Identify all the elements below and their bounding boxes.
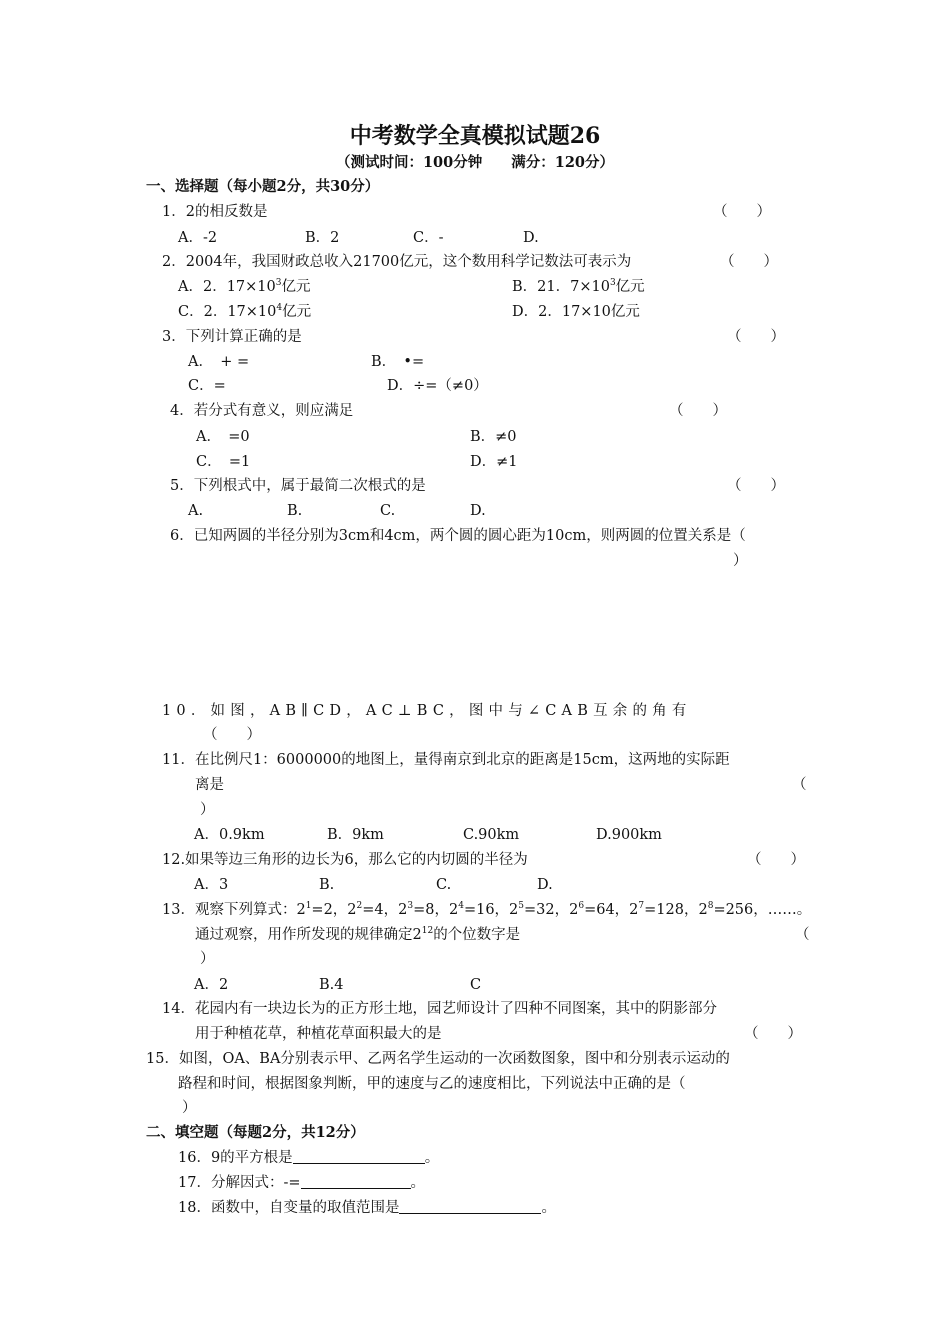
q5-option-d: D. [470,503,486,519]
q13-option-b: B.4 [319,977,344,993]
question-11-stem-cont: 离是 [195,777,224,793]
question-11-stem: 11．在比例尺1：6000000的地图上，量得南京到北京的距离是15cm，这两地的实际距 [162,752,730,768]
question-14-stem-cont: 用于种植花草，种植花草面积最大的是 [195,1026,442,1042]
section-heading-choice: 一、选择题（每小题2分，共30分） [146,178,380,195]
answer-blank [293,1149,425,1164]
answer-paren: （ ） [669,403,727,419]
question-17: 17．分解因式：-= 。 [178,1175,425,1191]
question-6-stem: 6．已知两圆的半径分别为3cm和4cm，两个圆的圆心距为10cm，则两圆的位置关系是（ [170,528,746,544]
answer-paren: （ ） [747,852,805,868]
question-5-stem: 5．下列根式中，属于最简二次根式的是 [170,478,426,494]
q3-option-b: B． •= [371,354,425,370]
page-subtitle: （测试时间：100分钟 满分：120分） [335,154,615,171]
q2-option-c: C．2．$17\times 10^4$亿元 [178,303,312,320]
q12-option-c: C. [436,877,452,893]
q2-option-d: D．2．17×10亿元 [512,304,640,320]
q12-option-a: A．3 [194,877,229,893]
q4-option-b: B．≠0 [470,429,517,445]
answer-paren: （ ） [720,254,778,270]
answer-paren: （ ） [727,478,785,494]
q12-option-d: D. [537,877,553,893]
q4-option-d: D．≠1 [470,454,518,470]
answer-paren: （ ） [713,204,771,220]
answer-blank [301,1174,411,1189]
answer-paren-close: ） [200,951,215,967]
question-13-stem: 13．观察下列算式：$2^1=2$，$2^2=4$，$2^3=8$，$2^4=16$，$2^5=32$，$2^6=64$，$2^7=128$，$2^8=256$，……。 [162,901,812,918]
q5-option-c: C. [380,503,396,519]
q3-option-d: D．÷=（≠0） [387,378,488,394]
answer-paren-close: ） [200,802,215,818]
answer-blank [399,1199,541,1214]
q3-option-c: C．= [188,378,226,394]
answer-paren-open: （ [792,777,807,793]
q5-option-a: A. [188,503,204,519]
question-14-stem: 14．花园内有一块边长为的正方形土地，园艺师设计了四种不同图案，其中的阴影部分 [162,1001,717,1017]
answer-paren: （ ） [203,727,261,743]
page-title: 中考数学全真模拟试题26 [349,123,601,149]
q1-option-a: A．-2 [178,230,218,246]
q2-option-b: B．21．$7\times 10^3$亿元 [512,278,645,295]
answer-paren: （ ） [727,329,785,345]
question-1-stem: 1．2的相反数是 [162,204,268,220]
question-15-stem: 15．如图，OA、BA分别表示甲、乙两名学生运动的一次函数图象，图中和分别表示运动的 [146,1051,730,1067]
question-13-stem-cont: 通过观察，用作所发现的规律确定$2^{12}$的个位数字是 [195,926,521,943]
q2-option-a: A．2．$17\times 10^3$亿元 [178,278,311,295]
q11-option-c: C.90km [463,827,520,843]
answer-paren-close: ） [733,553,748,569]
q3-option-a: A． + = [188,354,250,370]
q11-option-b: B．9km [327,827,384,843]
section-heading-fill: 二、填空题（每题2分，共12分） [146,1124,365,1141]
q13-option-c: C [470,977,482,993]
answer-paren: （ ） [744,1026,802,1042]
question-10-stem: 10．如图，AB∥CD，AC⊥BC，图中与∠CAB互余的角有 [162,703,692,719]
answer-paren-close: ） [182,1100,197,1116]
question-3-stem: 3．下列计算正确的是 [162,329,302,345]
q1-option-c: C．- [413,230,444,246]
question-16: 16．9的平方根是 。 [178,1150,440,1166]
question-2-stem: 2．2004年，我国财政总收入21700亿元，这个数用科学记数法可表示为 [162,254,632,270]
q5-option-b: B. [287,503,303,519]
q4-option-a: A． =0 [196,429,250,445]
q1-option-d: D. [523,230,539,246]
question-15-stem-cont: 路程和时间，根据图象判断，甲的速度与乙的速度相比，下列说法中正确的是（ [178,1076,686,1092]
q1-option-b: B．2 [305,230,340,246]
answer-paren-open: （ [795,927,810,943]
question-18: 18．函数中，自变量的取值范围是 。 [178,1200,556,1216]
q13-option-a: A．2 [194,977,229,993]
q4-option-c: C． =1 [196,454,251,470]
question-4-stem: 4．若分式有意义，则应满足 [170,403,354,419]
q12-option-b: B. [319,877,335,893]
q11-option-d: D.900km [596,827,662,843]
question-12-stem: 12.如果等边三角形的边长为6，那么它的内切圆的半径为 [162,852,528,868]
q11-option-a: A．0.9km [194,827,265,843]
